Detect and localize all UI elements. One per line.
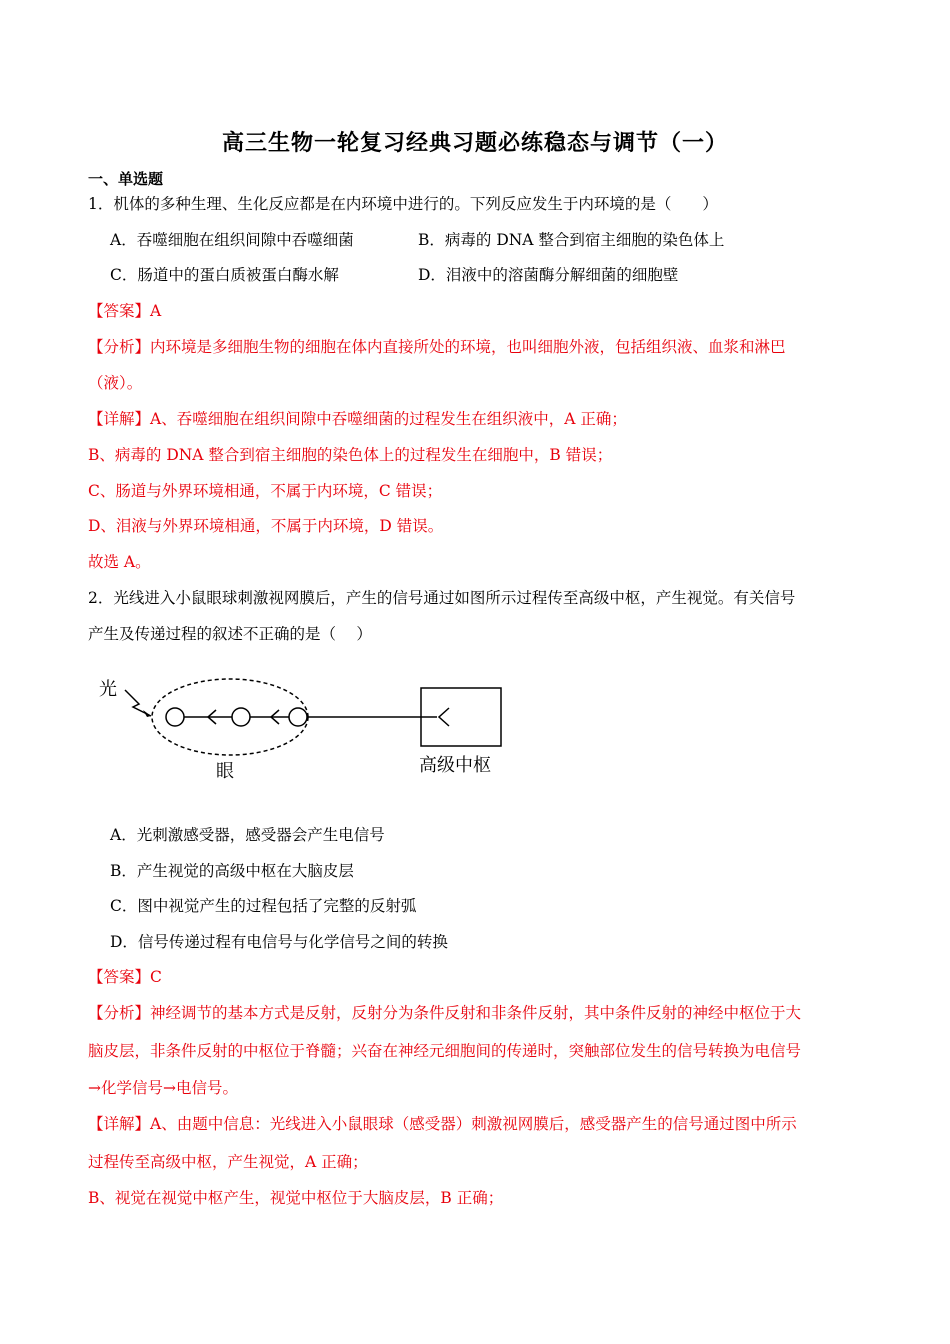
- q1-detail-line-1: 【详解】A、吞噬细胞在组织间隙中吞噬细菌的过程发生在组织液中，A 正确；: [88, 410, 627, 428]
- q2-detail-line-2: 过程传至高级中枢，产生视觉，A 正确；: [88, 1153, 368, 1171]
- q2-analysis-line-3: →化学信号→电信号。: [88, 1079, 238, 1097]
- q2-analysis-line-2: 脑皮层，非条件反射的中枢位于脊髓；兴奋在神经元细胞间的传递时，突触部位发生的信号转换为电信号: [88, 1042, 802, 1060]
- section-heading: 一、单选题: [88, 170, 164, 188]
- q1-analysis-line-2: （液）。: [88, 374, 143, 392]
- q1-answer: 【答案】A: [88, 302, 162, 320]
- neuron-2: [232, 708, 250, 726]
- q1-option-b: B．病毒的 DNA 整合到宿主细胞的染色体上: [418, 231, 725, 249]
- q2-detail-line-1: 【详解】A、由题中信息：光线进入小鼠眼球（感受器）刺激视网膜后，感受器产生的信号通过图中所示: [88, 1115, 797, 1133]
- neuron-receptor: [166, 708, 184, 726]
- q2-answer: 【答案】C: [88, 968, 162, 986]
- q2-detail-line-3: B、视觉在视觉中枢产生，视觉中枢位于大脑皮层，B 正确；: [88, 1189, 504, 1207]
- q2-stem-line-1: 2．光线进入小鼠眼球刺激视网膜后，产生的信号通过如图所示过程传至高级中枢，产生视觉。有关信号: [88, 589, 796, 607]
- q1-option-a: A．吞噬细胞在组织间隙中吞噬细菌: [110, 231, 354, 249]
- q2-option-a: A．光刺激感受器，感受器会产生电信号: [110, 826, 385, 844]
- q2-analysis-line-1: 【分析】神经调节的基本方式是反射，反射分为条件反射和非条件反射，其中条件反射的神经中枢位于大: [88, 1004, 802, 1022]
- q2-option-d: D．信号传递过程有电信号与化学信号之间的转换: [110, 933, 448, 951]
- signal-pathway-figure: [95, 670, 515, 790]
- q1-detail-line-5: 故选 A。: [88, 553, 151, 571]
- higher-center-label: 高级中枢: [419, 755, 491, 776]
- q2-stem-line-2: 产生及传递过程的叙述不正确的是（ ）: [88, 625, 372, 643]
- lightning-icon: [125, 690, 151, 716]
- q1-option-d: D．泪液中的溶菌酶分解细菌的细胞壁: [418, 266, 679, 284]
- neuron-3: [289, 708, 307, 726]
- light-label: 光: [99, 679, 117, 700]
- q1-option-c: C．肠道中的蛋白质被蛋白酶水解: [110, 266, 339, 284]
- q1-detail-line-4: D、泪液与外界环境相通，不属于内环境，D 错误。: [88, 517, 444, 535]
- lightning-arrowhead: [143, 710, 151, 717]
- q1-analysis-line-1: 【分析】内环境是多细胞生物的细胞在体内直接所处的环境，也叫细胞外液，包括组织液、血浆和淋巴: [88, 338, 786, 356]
- q2-option-b: B．产生视觉的高级中枢在大脑皮层: [110, 862, 354, 880]
- q2-option-c: C．图中视觉产生的过程包括了完整的反射弧: [110, 897, 417, 915]
- q1-detail-line-3: C、肠道与外界环境相通，不属于内环境，C 错误；: [88, 482, 443, 500]
- page-title: 高三生物一轮复习经典习题必练稳态与调节（一）: [221, 130, 728, 156]
- q1-detail-line-2: B、病毒的 DNA 整合到宿主细胞的染色体上的过程发生在细胞中，B 错误；: [88, 446, 613, 464]
- eye-label: 眼: [216, 761, 234, 782]
- q1-stem: 1．机体的多种生理、生化反应都是在内环境中进行的。下列反应发生于内环境的是（ ）: [88, 195, 718, 213]
